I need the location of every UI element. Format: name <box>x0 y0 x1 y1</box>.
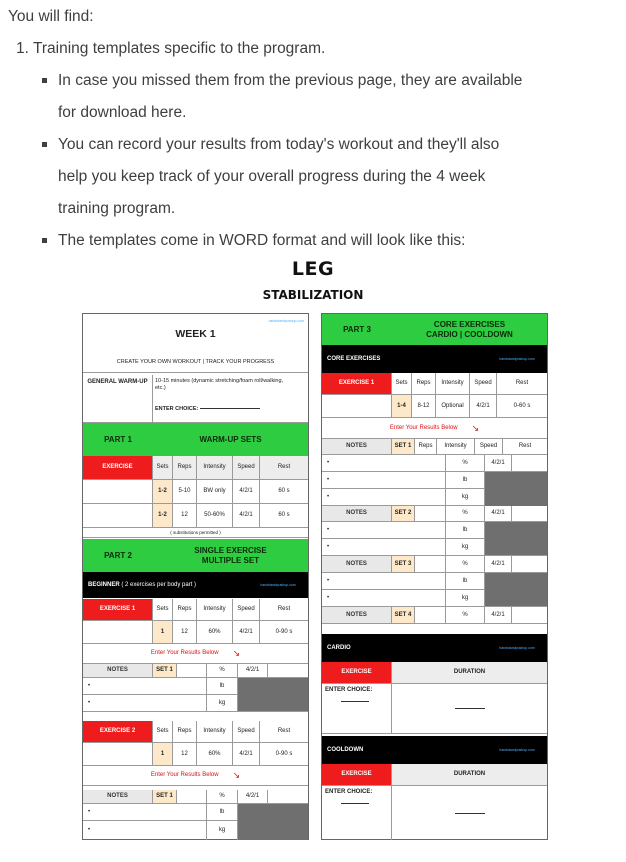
warmup-label: GENERAL WARM-UP <box>83 375 153 423</box>
cooldown-duration-field[interactable] <box>392 786 547 840</box>
log-header: NOTES SET 1 Reps Intensity Speed Rest <box>322 439 547 455</box>
note-input[interactable]: • <box>322 489 446 506</box>
cardio-duration-field[interactable] <box>392 684 547 734</box>
cooldown-choice-field[interactable]: ENTER CHOICE: <box>322 786 392 840</box>
exercise-header: EXERCISE <box>83 456 153 480</box>
cardio-header: EXERCISE DURATION <box>322 662 547 684</box>
warmup-sets-label: WARM-UP SETS <box>153 423 308 456</box>
table-row: 1-2 12 50-60% 4/2/1 60 s <box>83 504 308 528</box>
log-row: • kg <box>83 821 308 840</box>
part3-title: CORE EXERCISES CARDIO | COOLDOWN <box>392 314 547 345</box>
document-title: LEG <box>291 258 335 280</box>
bullet-1-line-1: In case you missed them from the previous page, they are available <box>8 70 618 102</box>
note-input[interactable]: • <box>322 472 446 489</box>
note-input[interactable]: • <box>322 522 446 539</box>
cardio-bar: CARDIO handstandpushup.com <box>322 634 547 662</box>
table-row: 1 12 60% 4/2/1 0-90 s <box>83 743 308 766</box>
bullet-square-icon <box>42 142 47 147</box>
bullet-2-line-1: You can record your results from today's workout and they'll also <box>8 134 618 166</box>
template-page-right <box>321 313 548 840</box>
log-row: • kg <box>322 590 547 607</box>
log-header: NOTES SET 1 % 4/2/1 <box>83 664 308 678</box>
exercise-input[interactable] <box>83 480 153 504</box>
exercise-input[interactable] <box>83 621 153 644</box>
log-row: • lb <box>83 804 308 821</box>
log-header: NOTES SET 3 % 4/2/1 <box>322 556 547 573</box>
warmup-table-header: EXERCISE Sets Reps Intensity Speed Rest <box>83 456 308 480</box>
log-header: NOTES SET 1 % 4/2/1 <box>83 790 308 804</box>
note-input[interactable]: • <box>322 590 446 607</box>
log-row: • kg <box>322 489 547 506</box>
log-row: • lb <box>322 472 547 489</box>
arrow-down-right-icon: ↘ <box>471 422 480 433</box>
log-row: • kg <box>322 539 547 556</box>
core-bar: CORE EXERCISES handstandpushup.com <box>322 345 547 373</box>
exercise-input[interactable] <box>83 504 153 528</box>
bullet-1-line-2: for download here. <box>58 104 187 121</box>
note-input[interactable]: • <box>83 695 207 712</box>
warmup-text: 10-15 minutes (dynamic stretching/foam roll/walking, etc.) <box>155 378 284 391</box>
log-row: • lb <box>322 573 547 590</box>
bullet-square-icon <box>42 238 47 243</box>
log-header: NOTES SET 4 % 4/2/1 <box>322 607 547 624</box>
bullet-2-line-2: help you keep track of your overall progress during the 4 week <box>58 168 486 185</box>
part3-header <box>322 314 547 345</box>
bullet-2-line-3: training program. <box>58 200 176 217</box>
exercise-input[interactable] <box>83 743 153 766</box>
cooldown-bar: COOLDOWN handstandpushup.com <box>322 736 547 764</box>
numbered-item <box>8 38 618 70</box>
intro-text <box>8 6 618 262</box>
arrow-down-right-icon: ↘ <box>232 770 241 780</box>
enter-results-row: Enter Your Results Below ↘ <box>322 418 547 439</box>
part1-header <box>83 423 308 456</box>
log-row: • lb <box>322 522 547 539</box>
create-track-text: CREATE YOUR OWN WORKOUT | TRACK YOUR PROGRESS <box>116 359 275 365</box>
log-header: NOTES SET 2 % 4/2/1 <box>322 506 547 522</box>
bullet-square-icon <box>42 78 47 83</box>
intro-heading: You will find: <box>8 8 94 25</box>
document-subtitle: STABILIZATION <box>262 288 364 302</box>
note-input[interactable]: • <box>83 804 207 821</box>
log-row: • lb <box>83 678 308 695</box>
enter-choice-field[interactable]: ENTER CHOICE: <box>155 406 260 412</box>
warmup-row <box>83 375 308 423</box>
part2-header <box>83 539 308 572</box>
substitutions-note: ( substitutions permitted ) <box>83 528 308 538</box>
arrow-down-right-icon: ↘ <box>232 648 241 658</box>
template-page-left <box>82 313 309 840</box>
enter-results-row: Enter Your Results Below ↘ <box>83 766 308 786</box>
cooldown-entry <box>322 786 547 840</box>
item-text: Training templates specific to the program. <box>32 40 326 57</box>
cardio-entry <box>322 684 547 734</box>
table-row: 1 12 60% 4/2/1 0-90 s <box>83 621 308 644</box>
beginner-label: BEGINNER ( 2 exercises per body part ) <box>83 572 248 598</box>
note-input[interactable]: • <box>83 678 207 695</box>
exercise-input[interactable] <box>322 395 392 418</box>
exercise2-header: EXERCISE 2 Sets Reps Intensity Speed Rest <box>83 721 308 743</box>
note-input[interactable]: • <box>322 539 446 556</box>
brand-watermark: handstandpushup.com <box>268 319 304 323</box>
part3-label: PART 3 <box>322 314 392 345</box>
bullet-3-line-1: The templates come in WORD format and will look like this: <box>8 230 618 262</box>
table-row: 1-4 8-12 Optional 4/2/1 0-60 s <box>322 395 547 418</box>
part1-label: PART 1 <box>83 423 153 456</box>
core-table-header: EXERCISE 1 Sets Reps Intensity Speed Rest <box>322 373 547 395</box>
cooldown-header: EXERCISE DURATION <box>322 764 547 786</box>
beginner-bar: BEGINNER ( 2 exercises per body part ) handstandpushup.com <box>83 572 308 598</box>
note-input[interactable]: • <box>83 821 207 840</box>
note-input[interactable]: • <box>322 573 446 590</box>
exercise1-header: EXERCISE 1 Sets Reps Intensity Speed Rest <box>83 599 308 621</box>
cardio-choice-field[interactable]: ENTER CHOICE: <box>322 684 392 734</box>
part2-title: SINGLE EXERCISE MULTIPLE SET <box>153 539 308 572</box>
part2-label: PART 2 <box>83 539 153 572</box>
log-row: • % 4/2/1 <box>322 455 547 472</box>
log-row: • kg <box>83 695 308 712</box>
enter-results-row: Enter Your Results Below ↘ <box>83 644 308 664</box>
note-input[interactable]: • <box>322 455 446 472</box>
table-row: 1-2 5-10 BW only 4/2/1 60 s <box>83 480 308 504</box>
item-number: 1. <box>16 40 29 57</box>
week-title: WEEK 1 <box>175 328 216 340</box>
